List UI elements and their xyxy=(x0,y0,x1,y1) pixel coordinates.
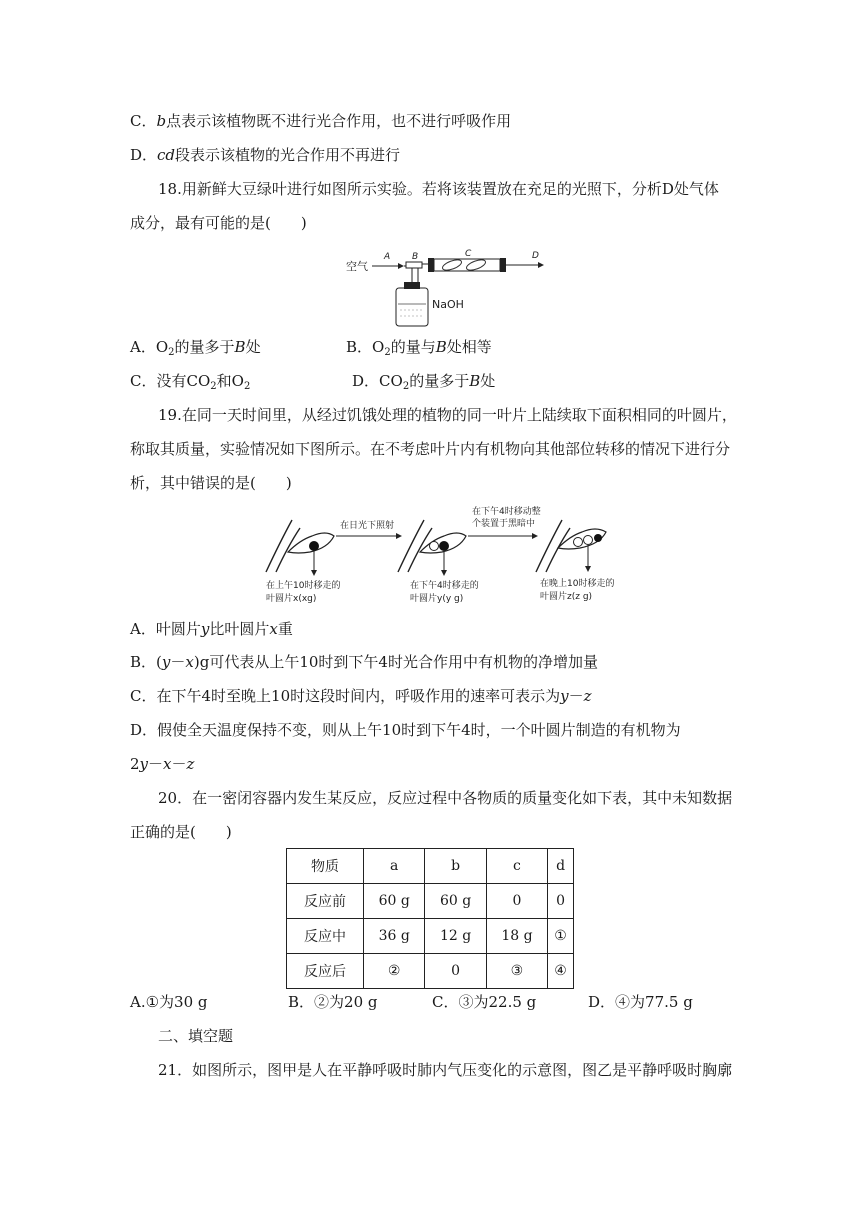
q21-stem-line1: 21．如图所示，图甲是人在平静呼吸时肺内气压变化的示意图，图乙是平静呼吸时胸廓 xyxy=(158,1061,733,1079)
q19-option-a: A．叶圆片y比叶圆片x重 xyxy=(130,620,293,638)
table-cell: 反应中 xyxy=(287,919,364,954)
table-cell: 反应后 xyxy=(287,954,364,989)
q18-option-c: C．没有$CO_2$和$O_2$ xyxy=(130,372,251,392)
arrow2-label-line1: 在下午4时移动整 xyxy=(472,507,541,517)
table-cell: 0 xyxy=(548,884,574,919)
table-cell: ② xyxy=(364,954,425,989)
q18-apparatus-figure xyxy=(340,248,550,330)
table-cell: ① xyxy=(548,919,574,954)
table-cell: 0 xyxy=(486,884,547,919)
table-header-cell: b xyxy=(425,849,486,884)
table-cell: 12 g xyxy=(425,919,486,954)
label-naoh: NaOH xyxy=(432,298,464,311)
q20-option-a: A.①为30 g xyxy=(130,993,208,1011)
q19-leaf-experiment-figure xyxy=(262,502,638,606)
table-cell: 36 g xyxy=(364,919,425,954)
q20-stem-line2: 正确的是( ) xyxy=(130,823,232,841)
leaf2-caption-line1: 在下午4时移走的 xyxy=(410,581,479,591)
leaf3-caption-line2: 叶圆片z(z g) xyxy=(540,592,593,602)
section-heading-fill-in: 二、填空题 xyxy=(158,1027,234,1045)
leaf1-caption-line1: 在上午10时移走的 xyxy=(266,581,341,591)
q19-option-c: C．在下午4时至晚上10时这段时间内，呼吸作用的速率可表示为y－z xyxy=(130,687,592,705)
q18-stem-line1: 18.用新鲜大豆绿叶进行如图所示实验。若将该装置放在充足的光照下，分析D处气体 xyxy=(158,180,719,198)
table-cell: 18 g xyxy=(486,919,547,954)
q19-stem-line1: 19.在同一天时间里，从经过饥饿处理的植物的同一叶片上陆续取下面积相同的叶圆片， xyxy=(158,406,737,424)
q19-option-b: B．(y－x)g可代表从上午10时到下午4时光合作用中有机物的净增加量 xyxy=(130,653,598,671)
table-cell: 60 g xyxy=(425,884,486,919)
q18-option-b: B．$O_2$的量与B处相等 xyxy=(346,338,492,358)
q18-stem-line2: 成分，最有可能的是( ) xyxy=(130,214,307,232)
table-cell: 反应前 xyxy=(287,884,364,919)
q19-option-d-line1: D．假使全天温度保持不变，则从上午10时到下午4时，一个叶圆片制造的有机物为 xyxy=(130,721,681,739)
q19-stem-line2: 称取其质量，实验情况如下图所示。在不考虑叶片内有机物向其他部位转移的情况下进行分 xyxy=(130,440,731,458)
table-row xyxy=(287,954,574,989)
table-header-row xyxy=(287,849,574,884)
q20-stem-line1: 20．在一密闭容器内发生某反应，反应过程中各物质的质量变化如下表，其中未知数据 xyxy=(158,789,733,807)
q19-option-d-line2: 2y－x－z xyxy=(130,755,195,773)
q19-stem-line3: 析，其中错误的是( ) xyxy=(130,474,292,492)
q20-option-c: C．③为22.5 g xyxy=(432,993,537,1011)
leaf2-caption-line2: 叶圆片y(y g) xyxy=(410,594,464,604)
q20-option-d: D．④为77.5 g xyxy=(588,993,693,1011)
label-d: D xyxy=(532,251,539,261)
q17-option-c: C．b点表示该植物既不进行光合作用，也不进行呼吸作用 xyxy=(130,112,512,130)
table-cell: ③ xyxy=(486,954,547,989)
label-c: C xyxy=(465,249,472,259)
leaf-1-icon xyxy=(266,520,334,576)
table-cell: ④ xyxy=(548,954,574,989)
table-row xyxy=(287,884,574,919)
label-air: 空气 xyxy=(346,260,368,273)
leaf3-caption-line1: 在晚上10时移走的 xyxy=(540,579,615,589)
q17-option-d: D．cd段表示该植物的光合作用不再进行 xyxy=(130,146,401,164)
table-cell: 60 g xyxy=(364,884,425,919)
table-header-cell: a xyxy=(364,849,425,884)
leaf-2-icon xyxy=(398,520,466,576)
table-header-cell: 物质 xyxy=(287,849,364,884)
leaf-3-icon xyxy=(536,520,606,572)
q20-option-b: B．②为20 g xyxy=(288,993,378,1011)
arrow2-label-line2: 个装置于黑暗中 xyxy=(472,519,536,529)
table-cell: 0 xyxy=(425,954,486,989)
table-header-cell: c xyxy=(486,849,547,884)
table-row xyxy=(287,919,574,954)
label-a: A xyxy=(384,252,391,262)
label-b: B xyxy=(412,252,419,262)
q18-option-d: D．$CO_2$的量多于B处 xyxy=(352,372,496,392)
q20-mass-table xyxy=(286,848,574,989)
leaf1-caption-line2: 叶圆片x(xg) xyxy=(266,594,317,604)
table-header-cell: d xyxy=(548,849,574,884)
q18-option-a: A．$O_2$的量多于B处 xyxy=(130,338,261,358)
arrow1-label: 在日光下照射 xyxy=(340,521,395,531)
